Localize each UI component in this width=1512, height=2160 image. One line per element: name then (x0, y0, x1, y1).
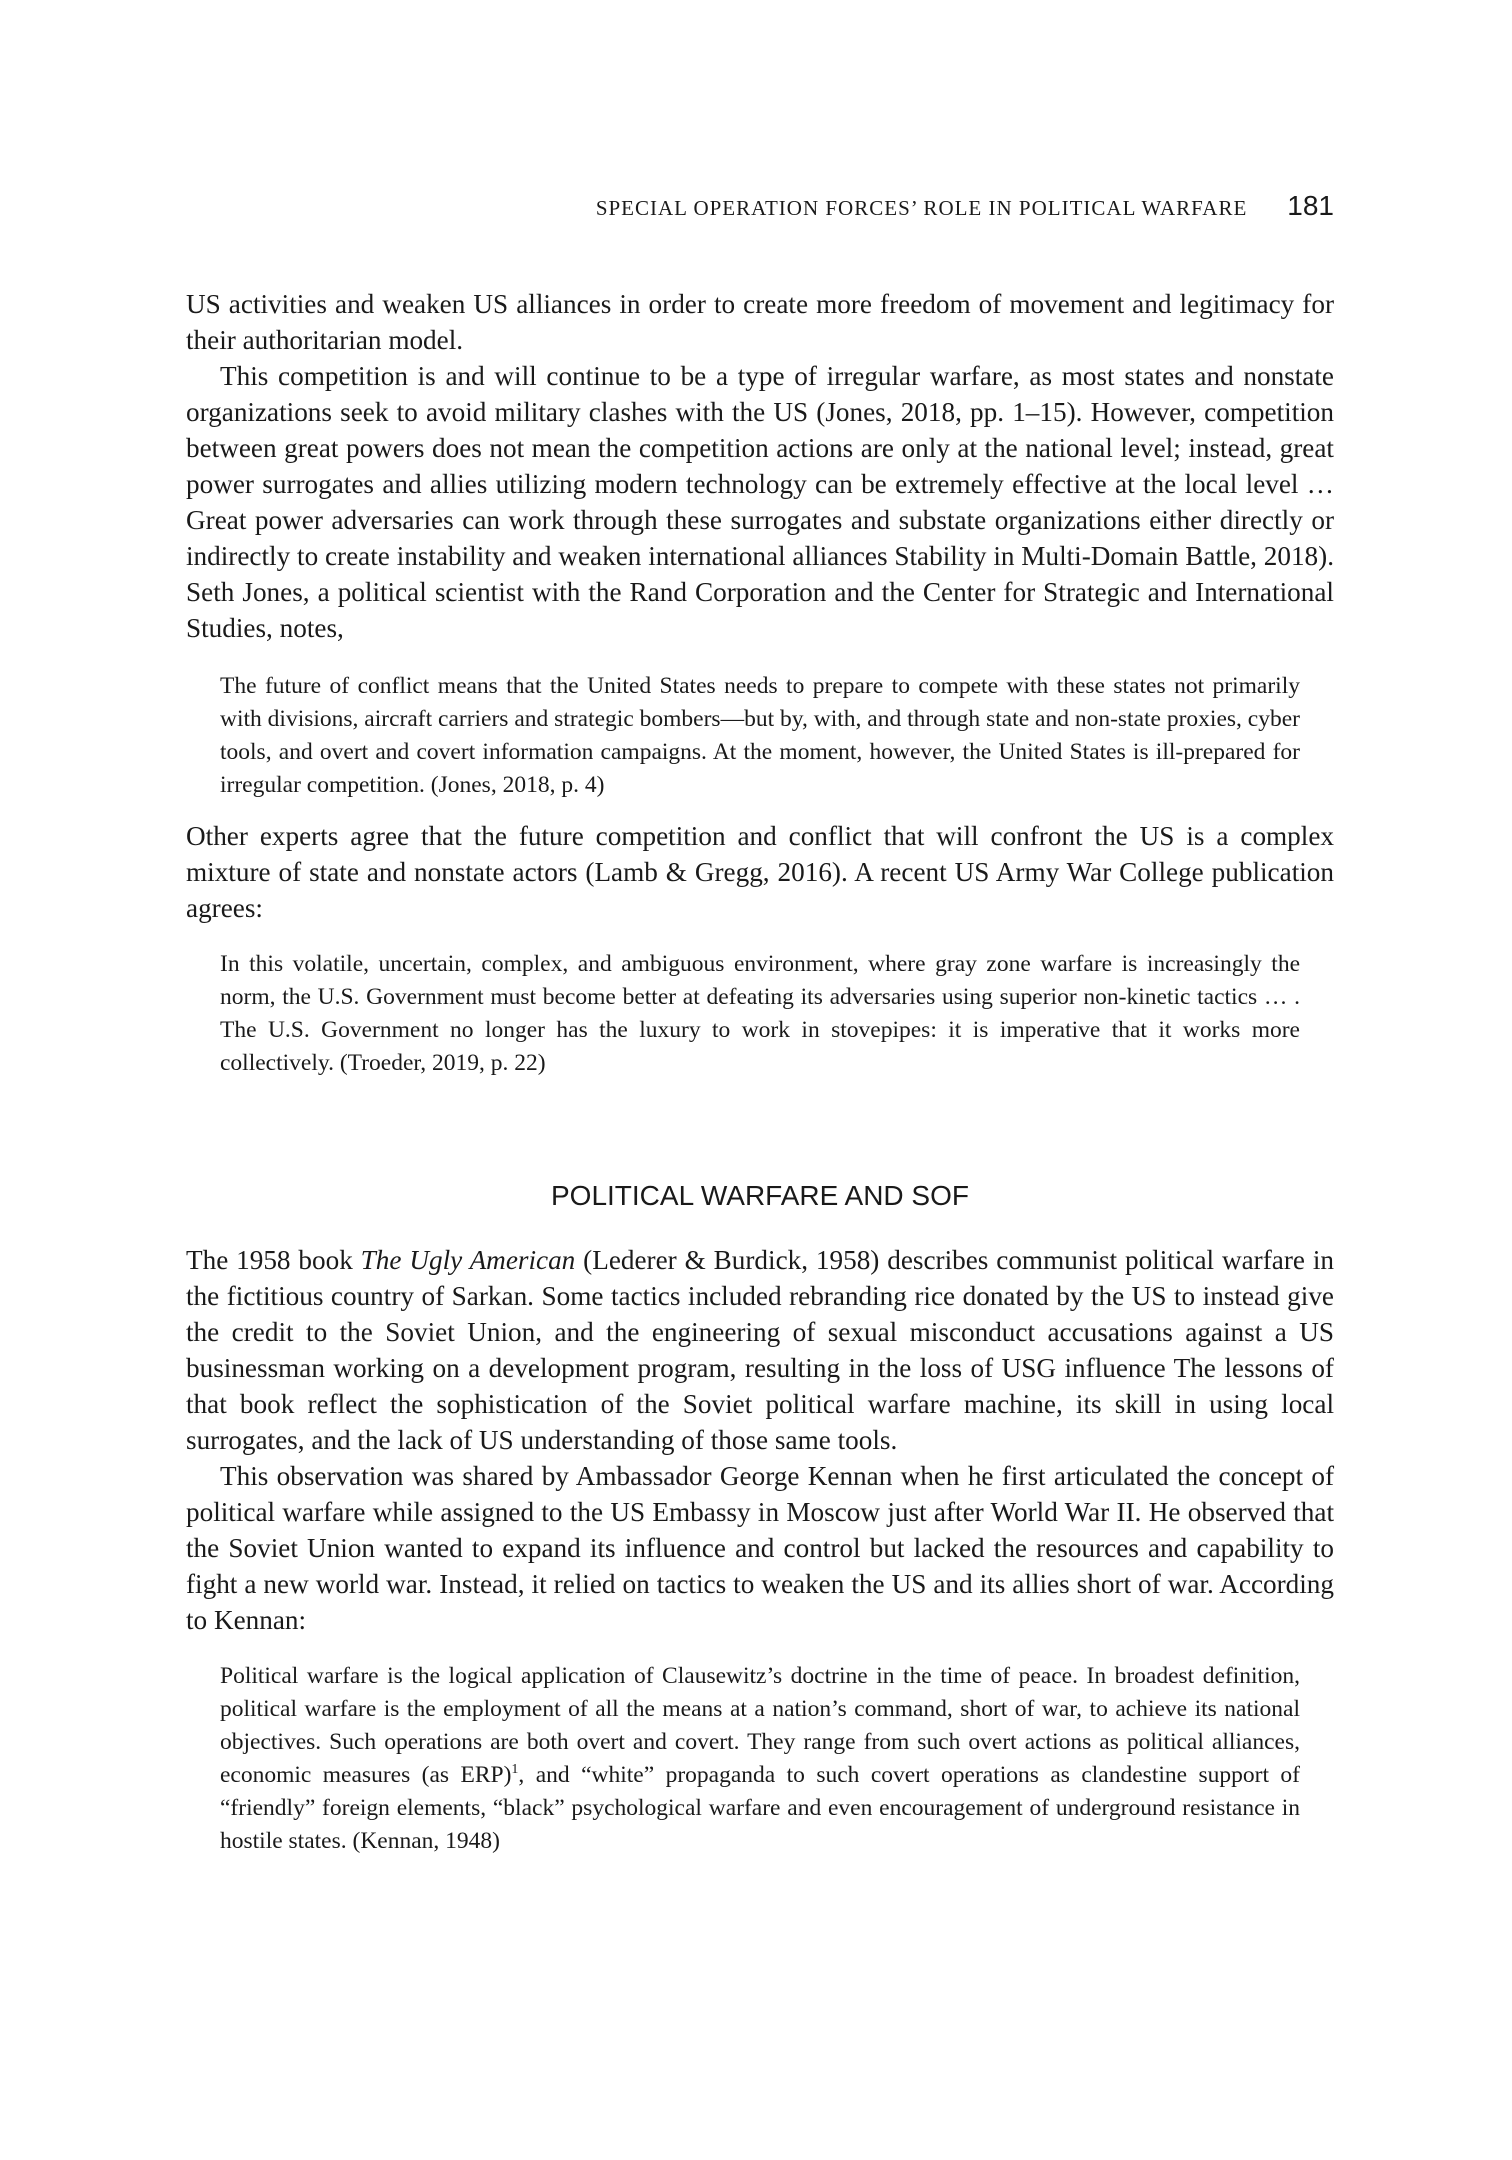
block-quote-troeder (186, 948, 1334, 1080)
paragraph-continuation: US activities and weaken US alliances in order to create more freedom of movement and legitimacy for their authoritarian model. (186, 289, 1334, 355)
block-quote-jones (186, 670, 1334, 802)
block-quote-jones-text: The future of conflict means that the United States needs to prepare to compete with these states not primarily with divisions, aircraft carriers and strategic bombers—but by, with, and through state and non-state proxies, cyber tools, and overt and covert information campaigns. At the moment, however, the United States is ill-prepared for irregular competition. (Jones, 2018, p. 4) (220, 673, 1300, 798)
paragraph-ugly-american-rest: (Lederer & Burdick, 1958) describes communist political warfare in the fictitious country of Sarkan. Some tactics included rebranding rice donated by the US to instead give the credit to the Soviet Union, and the engineering of sexual misconduct accusations against a US businessman working on a development program, resulting in the loss of USG influence The lessons of that book reflect the sophistication of the Soviet political warfare machine, its skill in using local surrogates, and the lack of US understanding of those same tools. (186, 1245, 1334, 1455)
running-title: SPECIAL OPERATION FORCES’ ROLE IN POLITICAL WARFARE (595, 196, 1248, 220)
document-page (186, 0, 1334, 2160)
block-quote-troeder-text: In this volatile, uncertain, complex, and ambiguous environment, where gray zone warfare is increasingly the norm, the U.S. Government must become better at defeating its adversaries using superior non-kinetic tactics … . The U.S. Government no longer has the luxury to work in stovepipes: it is imperative that it works more collectively. (Troeder, 2019, p. 22) (220, 951, 1300, 1076)
book-title: The Ugly American (360, 1245, 576, 1275)
paragraph-kennan: This observation was shared by Ambassador George Kennan when he first articulated the concept of political warfare while assigned to the US Embassy in Moscow just after World War II. He observed that the Soviet Union wanted to expand its influence and control but lacked the resources and capability to fight a new world war. Instead, it relied on tactics to weaken the US and its allies short of war. According to Kennan: (186, 1461, 1334, 1635)
paragraph-experts-agree: Other experts agree that the future competition and conflict that will confront the US is a complex mixture of state and nonstate actors (Lamb & Gregg, 2016). A recent US Army War College publication agrees: (186, 821, 1334, 923)
paragraph-ugly-american (186, 1242, 1334, 1458)
page-number: 181 (1287, 190, 1334, 221)
section-heading: POLITICAL WARFARE AND SOF (550, 1180, 969, 1211)
block-quote-kennan (186, 1660, 1334, 1858)
footnote-marker: 1 (511, 1762, 519, 1778)
block-quote-kennan-text (220, 1660, 1300, 1858)
paragraph-irregular-warfare: This competition is and will continue to be a type of irregular warfare, as most states and nonstate organizations seek to avoid military clashes with the US (Jones, 2018, pp. 1–15). However, competition between great powers does not mean the competition actions are only at the national level; instead, great power surrogates and allies utilizing modern technology can be extremely effective at the local level … Great power adversaries can work through these surrogates and substate organizations either directly or indirectly to create instability and weaken international alliances Stability in Multi-Domain Battle, 2018). Seth Jones, a political scientist with the Rand Corporation and the Center for Strategic and International Studies, notes, (186, 361, 1334, 643)
running-head (596, 190, 1334, 222)
block-quote-kennan-start: Political warfare is the logical application of Clausewitz’s doctrine in the time of peace. In broadest definition, political warfare is the employment of all the means at a nation’s command, short of war, to achieve its national objectives. Such operations are both overt and covert. They range from such overt actions as political alliances, economic measures (as ERP) (220, 1663, 1300, 1788)
page-content (186, 286, 1334, 1858)
paragraph-ugly-american-start: The 1958 book (186, 1245, 361, 1275)
block-quote-kennan-rest: , and “white” propaganda to such covert operations as clandestine support of “friendly” foreign elements, “black” psychological warfare and even encouragement of underground resistance in hostile states. (Kennan, 1948) (220, 1762, 1300, 1854)
